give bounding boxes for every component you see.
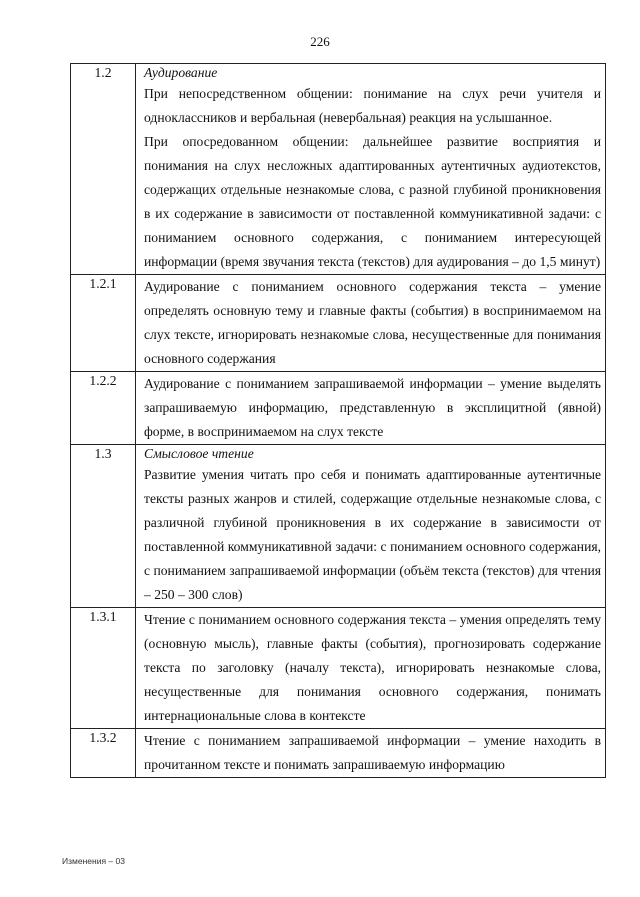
row-number: 1.2.1 [71,275,136,372]
section-title: Смысловое чтение [144,446,254,461]
table-row [71,372,606,445]
row-number: 1.3.1 [71,608,136,729]
section-title: Аудирование [144,65,218,80]
row-content [136,608,606,729]
row-number: 1.3 [71,445,136,608]
row-content [136,372,606,445]
curriculum-table [70,63,606,778]
table-row [71,445,606,608]
page-number: 226 [310,34,330,49]
row-number: 1.2 [71,64,136,275]
table-row [71,64,606,275]
row-number: 1.3.2 [71,729,136,778]
paragraph: Аудирование с пониманием основного содержания текста – умение определять основную тему и главные факты (события) в воспринимаемом на слух тексте, игнорировать незнакомые слова, несущественные для понимания основного содержания [144,279,601,366]
paragraph: Аудирование с пониманием запрашиваемой информации – умение выделять запрашиваемую информацию, представленную в эксплицитной (явной) форме, в воспринимаемом на слух тексте [144,376,601,439]
row-content [136,64,606,275]
row-content [136,729,606,778]
row-content [136,445,606,608]
paragraph: Чтение с пониманием основного содержания текста – умения определять тему (основную мысль), главные факты (события), прогнозировать содержание текста по заголовку (началу текста), игнорировать незнакомые слова, несущественные для понимания основного содержания, понимать интернациональные слова в контексте [144,612,601,723]
paragraph: При опосредованном общении: дальнейшее развитие восприятия и понимания на слух несложных адаптированных аутентичных аудиотекстов, содержащих отдельные незнакомые слова, с разной глубиной проникновения в их содержание в зависимости от поставленной коммуникативной задачи: с пониманием основного содержания, с пониманием интересующей информации (время звучания текста (текстов) для аудирования – до 1,5 минут) [144,134,601,269]
paragraph: При непосредственном общении: понимание на слух речи учителя и одноклассников и вербальная (невербальная) реакция на услышанное. [144,86,601,125]
table-row [71,608,606,729]
footer-revision: Изменения – 03 [62,856,125,866]
table-row [71,275,606,372]
paragraph: Чтение с пониманием запрашиваемой информации – умение находить в прочитанном тексте и понимать запрашиваемую информацию [144,733,601,772]
paragraph: Развитие умения читать про себя и понимать адаптированные аутентичные тексты разных жанров и стилей, содержащие отдельные незнакомые слова, с различной глубиной проникновения в их содержание в зависимости от поставленной коммуникативной задачи: с пониманием основного содержания, с пониманием запрашиваемой информации (объём текста (текстов) для чтения – 250 – 300 слов) [144,467,601,602]
row-content [136,275,606,372]
row-number: 1.2.2 [71,372,136,445]
table-row [71,729,606,778]
